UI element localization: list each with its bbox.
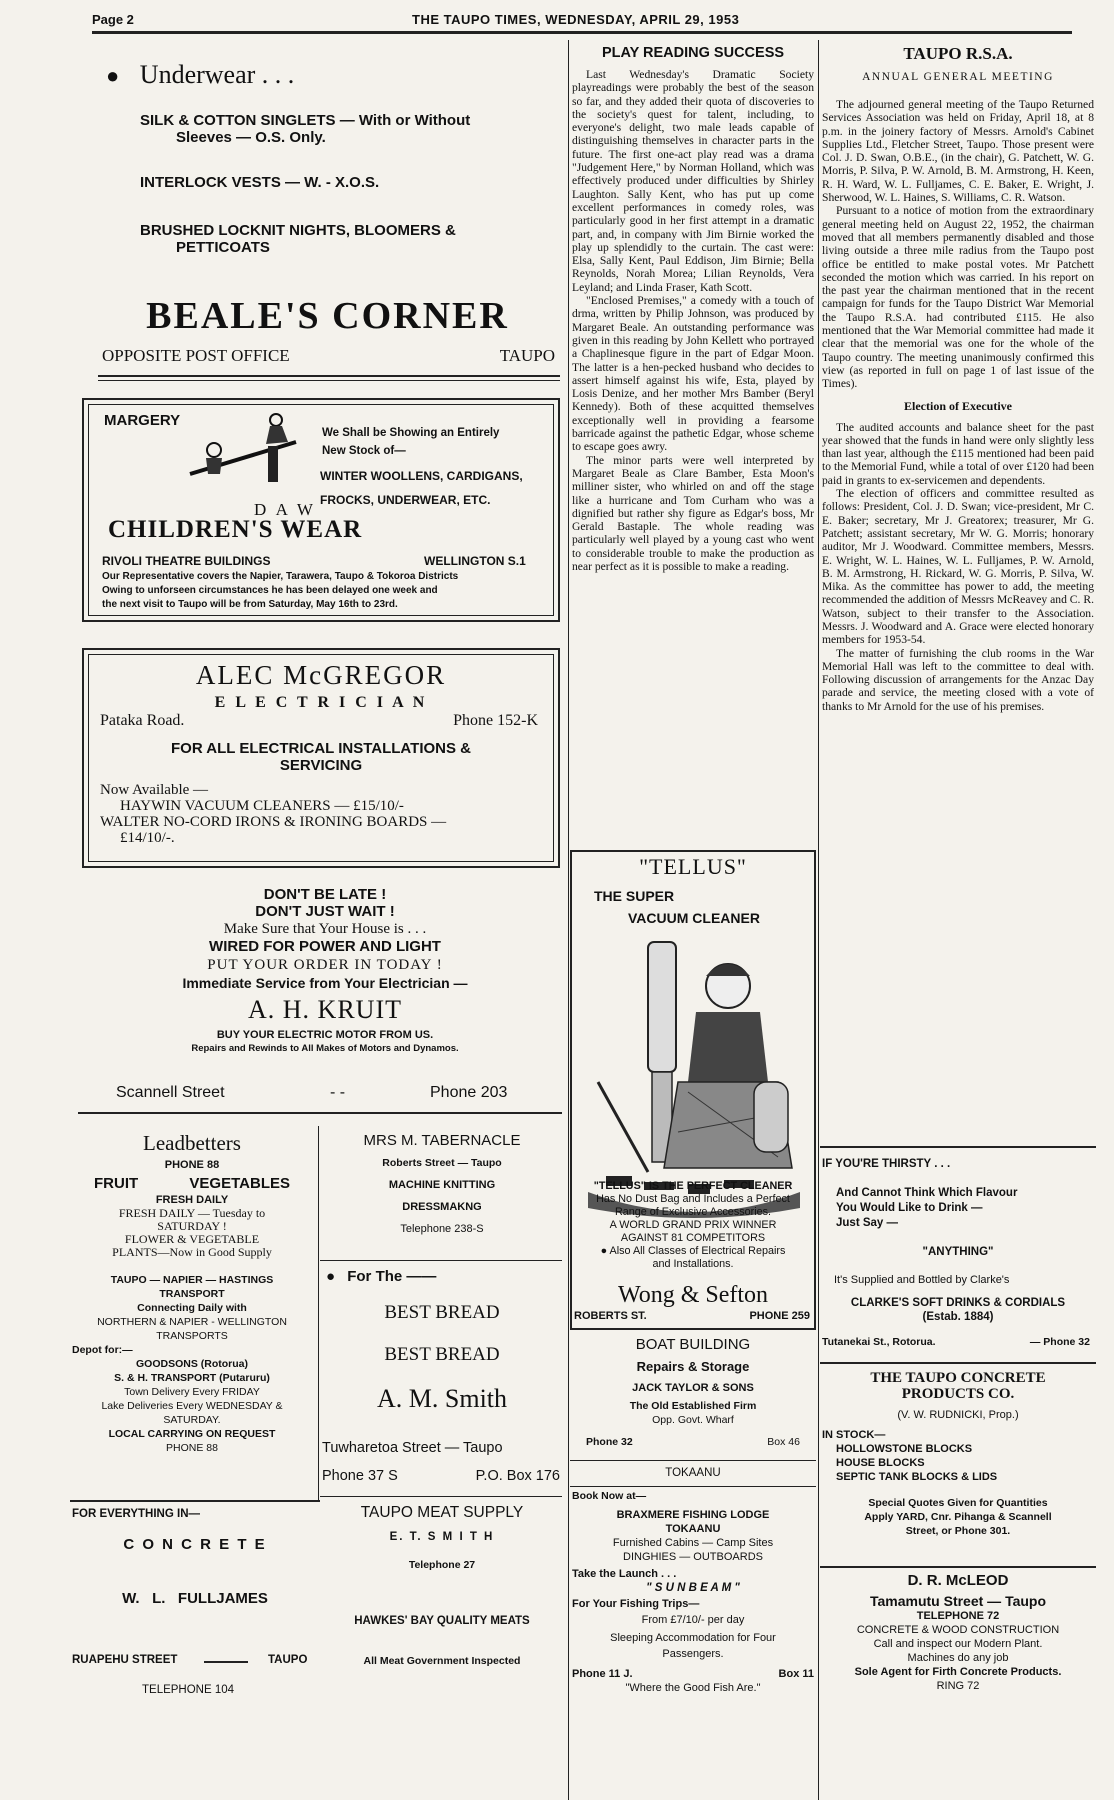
leadbetters-line: TRANSPORT (159, 1288, 225, 1300)
mcleod-name: D. R. McLEOD (907, 1572, 1009, 1589)
leadbetters-line: PHONE 88 (166, 1442, 218, 1454)
page-header (92, 12, 1072, 32)
play-paragraph: Last Wednesday's Dramatic Society playreadings were probably the best of the season so far, and they added their quota of discoveries to the society's quest for talent, including, to everyone's delight, two male leads capable of distinguishing themselves in character parts in the future. The first one-act play read was a drama "Judgement Here," by Norman Holland, which was effectively produced under difficulties by Shirley Laughton. Sally Kent, who has put up come excellent performances in comedy roles, was particularly good in her first attempt in a dramatic part, and, in company with Jim Birnie worked the play up splendidly to the curtain. The cast were: Elsa, Sally Kent, Paul Eddison, Jim Birnie; Bella Reynolds, Norah Morea; Lilian Reynolds, Vera Leyland; and Linda Fraser, Kath Scott. (572, 68, 814, 294)
beales-location: OPPOSITE POST OFFICE (102, 346, 290, 365)
tokaanu-slogan: "Where the Good Fish Are." (625, 1682, 761, 1694)
tabernacle-ad (322, 1130, 562, 1258)
tokaanu-line: BRAXMERE FISHING LODGE (616, 1509, 770, 1521)
bullet-icon: ● (106, 63, 120, 88)
meat-phone: Telephone 27 (408, 1559, 476, 1571)
mcleod-ad (822, 1570, 1094, 1700)
kruit-line: PUT YOUR ORDER IN TODAY ! (207, 957, 443, 973)
beales-name: BEALE'S CORNER (146, 295, 509, 337)
daw-city: WELLINGTON S.1 (424, 554, 526, 568)
daw-line: New Stock of— (322, 445, 406, 457)
tokaanu-line: Book Now at— (572, 1490, 647, 1502)
kruit-line: DON'T BE LATE ! (263, 886, 387, 903)
kruit-dash: - - (330, 1084, 346, 1101)
tellus-line: A WORLD GRAND PRIX WINNER (609, 1219, 777, 1231)
leadbetters-line: GOODSONS (Rotorua) (136, 1358, 248, 1370)
concrete-line: IN STOCK— (822, 1429, 886, 1441)
tabernacle-line: MACHINE KNITTING (388, 1179, 496, 1191)
tokaanu-line: Passengers. (662, 1648, 724, 1660)
smith-ad (322, 1264, 562, 1492)
smith-name: A. M. Smith (376, 1384, 508, 1413)
masthead: THE TAUPO TIMES, WEDNESDAY, APRIL 29, 1953 (412, 12, 740, 27)
concrete-line: Apply YARD, Cnr. Pihanga & Scannell (864, 1511, 1052, 1523)
concrete-line: HOUSE BLOCKS (836, 1457, 925, 1469)
tabernacle-line: DRESSMAKNG (402, 1201, 482, 1213)
daw-margery: MARGERY (104, 412, 181, 429)
smith-box: P.O. Box 176 (475, 1468, 560, 1484)
rsa-subtitle: ANNUAL GENERAL MEETING (862, 71, 1054, 83)
tellus-line: THE SUPER (594, 888, 675, 904)
tokaanu-line: TOKAANU (665, 1523, 721, 1535)
mcgregor-phone: Phone 152-K (453, 712, 538, 729)
concrete-line: SEPTIC TANK BLOCKS & LIDS (836, 1471, 998, 1483)
tokaanu-launch: " S U N B E A M " (646, 1582, 740, 1594)
kruit-street: Scannell Street (116, 1084, 225, 1101)
clarke-line: And Cannot Think Which Flavour (836, 1187, 1018, 1199)
daw-note: the next visit to Taupo will be from Saturday, May 16th to 23rd. (102, 599, 398, 610)
leadbetters-line: SATURDAY. (163, 1414, 221, 1426)
mcgregor-trade: E L E C T R I C I A N (214, 694, 428, 711)
rsa-title: TAUPO R.S.A. (903, 44, 1013, 63)
tokaanu-line: Furnished Cabins — Camp Sites (612, 1537, 774, 1549)
leadbetters-line: PLANTS—Now in Good Supply (112, 1245, 272, 1259)
tellus-name: Wong & Sefton (617, 1282, 769, 1308)
tokaanu-box: Box 11 (778, 1668, 814, 1680)
clarke-line: You Would Like to Drink — (836, 1202, 983, 1214)
tokaanu-line: From £7/10/- per day (641, 1614, 745, 1626)
daw-address: RIVOLI THEATRE BUILDINGS (102, 554, 271, 568)
daw-line: WINTER WOOLLENS, CARDIGANS, (320, 469, 523, 483)
leadbetters-line: TRANSPORTS (156, 1330, 228, 1342)
fulljames-line: FOR EVERYTHING IN— (72, 1508, 200, 1520)
beales-item: SILK & COTTON SINGLETS — With or Without (140, 112, 471, 129)
mcleod-line: CONCRETE & WOOD CONSTRUCTION (856, 1624, 1060, 1636)
fulljames-street: RUAPEHU STREET (72, 1654, 178, 1666)
tokaanu-ad (572, 1464, 814, 1700)
clarke-ad (822, 1150, 1094, 1364)
rsa-paragraph: The audited accounts and balance sheet for the past year showed that the funds in hand were only slightly less than last year, although the £115 mentioned had been paid to the Memorial Fund, while a total of over £120 had been paid in grants to ex-servicemen and dependents. (822, 420, 1094, 487)
concrete-title: THE TAUPO CONCRETE (870, 1370, 1046, 1386)
daw-title: CHILDREN'S WEAR (108, 516, 363, 543)
play-title: PLAY READING SUCCESS (601, 45, 785, 61)
leadbetters-phone: PHONE 88 (164, 1159, 220, 1171)
meat-ad (322, 1500, 562, 1700)
clarke-line: It's Supplied and Bottled by Clarke's (834, 1274, 1010, 1286)
mcgregor-road: Pataka Road. (100, 712, 185, 729)
beales-item: INTERLOCK VESTS — W. - X.O.S. (140, 174, 380, 191)
rsa-article (822, 42, 1094, 1142)
meat-line: All Meat Government Inspected (363, 1655, 521, 1667)
clarke-line: CLARKE'S SOFT DRINKS & CORDIALS (850, 1297, 1066, 1309)
kruit-line: WIRED FOR POWER AND LIGHT (209, 938, 441, 955)
clarke-phone: — Phone 32 (1029, 1336, 1090, 1348)
tellus-line: "TELLUS" IS THE PERFECT CLEANER (593, 1180, 793, 1192)
meat-owner: E. T. S M I T H (389, 1531, 495, 1543)
concrete-line: Special Quotes Given for Quantities (868, 1497, 1048, 1509)
mcleod-line: Machines do any job (907, 1652, 1009, 1664)
mcgregor-slogan: FOR ALL ELECTRICAL INSTALLATIONS & (171, 740, 471, 757)
leadbetters-ad (72, 1130, 312, 1498)
smith-for: For The —— (347, 1268, 437, 1285)
tellus-ad (570, 850, 816, 1330)
daw-line: FROCKS, UNDERWEAR, ETC. (320, 493, 491, 507)
tellus-street: ROBERTS ST. (574, 1310, 647, 1322)
concrete-line: Street, or Phone 301. (905, 1525, 1011, 1537)
tellus-line: AGAINST 81 COMPETITORS (620, 1232, 766, 1244)
column-divider (818, 40, 819, 1800)
leadbetters-line: Connecting Daily with (137, 1302, 247, 1314)
tokaanu-title: TOKAANU (665, 1467, 721, 1479)
daw-note: Our Representative covers the Napier, Tarawera, Taupo & Tokoroa Districts (102, 571, 459, 582)
rsa-paragraph: Pursuant to a notice of motion from the extraordinary general meeting held on August 22, 1952, the chairman moved that all members permanently disabled and those living outside a three mile radius from the Taupo post office be entitled to make postal votes. Mr Patchett seconded the motion which was carried. In his report on the past year the chairman mentioned that in the recent campaign for funds for the Taupo District War Memorial the Taupo R.S.A. had contributed £115. He also mentioned that the War Memorial committee had made it clear that the memorial was one for the whole of the Taupo country. The meeting unanimously confirmed this view (as reported in full on page 1 of last issue of the Times). (822, 204, 1094, 391)
tellus-line: VACUUM CLEANER (628, 910, 760, 926)
header-rule (92, 31, 1072, 34)
bullet-icon: ● (600, 1245, 608, 1257)
leadbetters-line: Lake Deliveries Every WEDNESDAY & (101, 1400, 283, 1412)
boat-box: Box 46 (767, 1436, 800, 1448)
leadbetters-line: FLOWER & VEGETABLE (124, 1232, 260, 1246)
bullet-icon: ● (326, 1268, 336, 1285)
tabernacle-phone: Telephone 238-S (400, 1223, 484, 1235)
mcgregor-ad (82, 648, 560, 868)
rsa-subheading: Election of Executive (904, 398, 1012, 413)
fulljames-name: W. L. FULLJAMES (122, 1590, 268, 1607)
tokaanu-line: Take the Launch . . . (572, 1568, 677, 1580)
tellus-title: "TELLUS" (639, 854, 747, 879)
beales-heading: Underwear . . . (139, 60, 295, 89)
beales-item: PETTICOATS (176, 239, 270, 256)
concrete-title: PRODUCTS CO. (901, 1386, 1015, 1402)
play-paragraph: "Enclosed Premises," a comedy with a touch of drma, written by Philip Johnson, was produced by Margaret Beale. An outstanding performance was given in this reading by John Kellett who portrayed a Chaplinesque figure in the part of Edgar Moon. The latter is a hen-pecked husband who decides to assert himself against his wife, Esta, played by Losis Denize, and her mother Mrs Bamber (Beryl Kennedy). Both of these acquitted themselves exceptionally well in providing a fearsome barricade against the pathetic Edgar, whose scheme to escape goes awry. (572, 294, 814, 454)
play-paragraph: The minor parts were well interpreted by Margaret Beale as Clare Bamber, Esta Moon's milliner sister, who whirled on and off the stage like a hurricane and Tom Curham who was a dignified but rather shy figure as Edgar's boss, Mr Gerald Bastaple. The whole reading was particularly well played by a young cast who went to considerable trouble to make the production as near perfect as it is possible to make a reading. (572, 453, 814, 573)
beales-ad (100, 56, 555, 372)
kruit-line: Immediate Service from Your Electrician — (182, 975, 468, 991)
boat-line: Repairs & Storage (636, 1359, 750, 1374)
page-number: Page 2 (92, 12, 134, 27)
mcleod-addr: Tamamutu Street — Taupo (869, 1593, 1047, 1609)
kruit-line: BUY YOUR ELECTRIC MOTOR FROM US. (216, 1029, 434, 1041)
smith-phone: Phone 37 S (322, 1468, 398, 1484)
leadbetters-line: SATURDAY ! (157, 1219, 227, 1233)
mcgregor-item: £14/10/-. (120, 830, 175, 846)
smith-street: Tuwharetoa Street — Taupo (322, 1440, 503, 1456)
tellus-line: Has No Dust Bag and Includes a Perfect (596, 1193, 790, 1205)
mcleod-line: Call and inspect our Modern Plant. (873, 1638, 1043, 1650)
tellus-line: Range of Exclusive Accessories. (614, 1206, 772, 1218)
daw-ad (82, 398, 560, 622)
mcgregor-slogan: SERVICING (279, 757, 363, 774)
beales-town: TAUPO (499, 346, 555, 365)
kruit-line: DON'T JUST WAIT ! (255, 903, 395, 920)
leadbetters-fruit: FRUIT (94, 1175, 139, 1192)
mcgregor-item: WALTER NO-CORD IRONS & IRONING BOARDS — (100, 814, 447, 830)
tokaanu-line: DINGHIES — OUTBOARDS (623, 1551, 763, 1563)
daw-note: Owing to unforseen circumstances he has been delayed one week and (102, 585, 438, 596)
rsa-paragraph: The adjourned general meeting of the Taupo Returned Services Association was held on Friday, April 18, at 8 p.m. in the joinery factory of Messrs. Arnold's Cabinet Supplies Ltd., Fletcher Street, Taupo. Those present were Col. J. D. Swan, O.B.E., (in the chair), G. Patchett, W. G. Morris, P. Silva, P. W. Arnold, B. M. Armstrong, H. Keen, R. H. Ward, W. L. Fulljames, C. E. Baker, E. Wright, J. Sherwood, W. L. Haines, S. Williams, C. R. Watson. (822, 98, 1094, 205)
tellus-phone: PHONE 259 (749, 1310, 810, 1322)
boat-line: Opp. Govt. Wharf (652, 1414, 734, 1426)
clarke-street: Tutanekai St., Rotorua. (822, 1336, 936, 1348)
mcgregor-name: ALEC McGREGOR (195, 660, 447, 690)
daw-brand: D A W (254, 500, 316, 519)
clarke-line: (Estab. 1884) (922, 1311, 994, 1323)
mcleod-line: Sole Agent for Firth Concrete Products. (854, 1666, 1062, 1678)
mcleod-phone: TELEPHONE 72 (916, 1610, 1000, 1622)
tabernacle-name: MRS M. TABERNACLE (363, 1132, 521, 1149)
mcgregor-item: HAYWIN VACUUM CLEANERS — £15/10/- (120, 798, 404, 814)
clarke-line: "ANYTHING" (922, 1246, 994, 1258)
boat-line: The Old Established Firm (629, 1400, 757, 1412)
smith-bread: BEST BREAD (384, 1302, 500, 1323)
leadbetters-line: LOCAL CARRYING ON REQUEST (108, 1428, 276, 1440)
beales-item: BRUSHED LOCKNIT NIGHTS, BLOOMERS & (140, 222, 456, 239)
beales-item: Sleeves — O.S. Only. (176, 129, 326, 146)
column-divider (568, 40, 569, 1800)
fulljames-phone: TELEPHONE 104 (142, 1684, 235, 1696)
smith-bread: BEST BREAD (384, 1344, 500, 1365)
concrete-line: HOLLOWSTONE BLOCKS (836, 1443, 973, 1455)
rsa-paragraph: The election of officers and committee resulted as follows: President, Col. J. D. Swan; vice-president, Mr C. E. Baker; secretary, Mr J. Greatorex; treasurer, Mr G. Patchett; assistant secretary, Mr W. G. Morris; honorary auditor, Mr J. Woodward. Committee members, Messrs. E. Wright, W. L. Haines, W. L. Fulljames, P. W. Arnold, B. M. Armstrong, H. Rickard, W. G. Morris, P. Silva, W. Mika. As the committee has power to add, the meeting recommended the addition of Messrs McReavey and C. R. Watson, subject to their transfer to the Association. Messrs. J. Woodward and A. Grace were elected honorary members for 1953-54. (822, 487, 1094, 647)
leadbetters-line: TAUPO — NAPIER — HASTINGS (110, 1274, 274, 1286)
concrete-prop: (V. W. RUDNICKI, Prop.) (897, 1409, 1019, 1421)
boat-title: BOAT BUILDING (635, 1336, 751, 1353)
leadbetters-line: NORTHERN & NAPIER - WELLINGTON (97, 1316, 287, 1328)
boat-ad (572, 1334, 814, 1458)
seesaw-children-illustration (184, 412, 304, 492)
leadbetters-line: Depot for:— (72, 1344, 133, 1356)
mcgregor-available: Now Available — (100, 782, 209, 798)
mcleod-line: RING 72 (936, 1680, 980, 1692)
leadbetters-line: S. & H. TRANSPORT (Putaruru) (114, 1372, 270, 1384)
clarke-line: IF YOU'RE THIRSTY . . . (822, 1158, 951, 1170)
play-article (572, 42, 814, 846)
kruit-line: Repairs and Rewinds to All Makes of Motors and Dynamos. (191, 1043, 459, 1054)
kruit-line: Make Sure that Your House is . . . (223, 921, 427, 937)
boat-line: JACK TAYLOR & SONS (632, 1382, 754, 1394)
leadbetters-vegetables: VEGETABLES (189, 1175, 290, 1192)
kruit-name: A. H. KRUIT (248, 995, 402, 1024)
tokaanu-line: For Your Fishing Trips— (572, 1598, 700, 1610)
fulljames-concrete: C O N C R E T E (123, 1536, 267, 1553)
meat-name: TAUPO MEAT SUPPLY (360, 1504, 524, 1521)
fulljames-ad (72, 1506, 318, 1706)
leadbetters-line: FRESH DAILY — Tuesday to (118, 1206, 266, 1220)
tellus-line: and Installations. (652, 1258, 734, 1270)
boat-phone: Phone 32 (586, 1436, 633, 1448)
leadbetters-fresh: FRESH DAILY (155, 1194, 229, 1206)
concrete-ad (822, 1366, 1094, 1564)
meat-line: HAWKES' BAY QUALITY MEATS (354, 1615, 530, 1627)
fulljames-town: TAUPO (268, 1654, 308, 1666)
clarke-line: Just Say — (836, 1217, 898, 1229)
tokaanu-phone: Phone 11 J. (572, 1668, 633, 1680)
kruit-ad (90, 886, 560, 1108)
daw-line: We Shall be Showing an Entirely (322, 427, 500, 439)
kruit-phone: Phone 203 (430, 1084, 508, 1101)
tellus-line: Also All Classes of Electrical Repairs (609, 1245, 786, 1257)
tokaanu-line: Sleeping Accommodation for Four (610, 1632, 776, 1644)
tabernacle-addr: Roberts Street — Taupo (382, 1157, 502, 1169)
rsa-paragraph: The matter of furnishing the club rooms in the War Memorial Hall was left to the committee to deal with. Following discussion of arrangements for the Anzac Day parade and service, the meeting closed with a vote of thanks to Mr Arnold for the use of his premises. (822, 646, 1094, 713)
leadbetters-name: Leadbetters (143, 1131, 241, 1155)
leadbetters-line: Town Delivery Every FRIDAY (124, 1386, 260, 1398)
